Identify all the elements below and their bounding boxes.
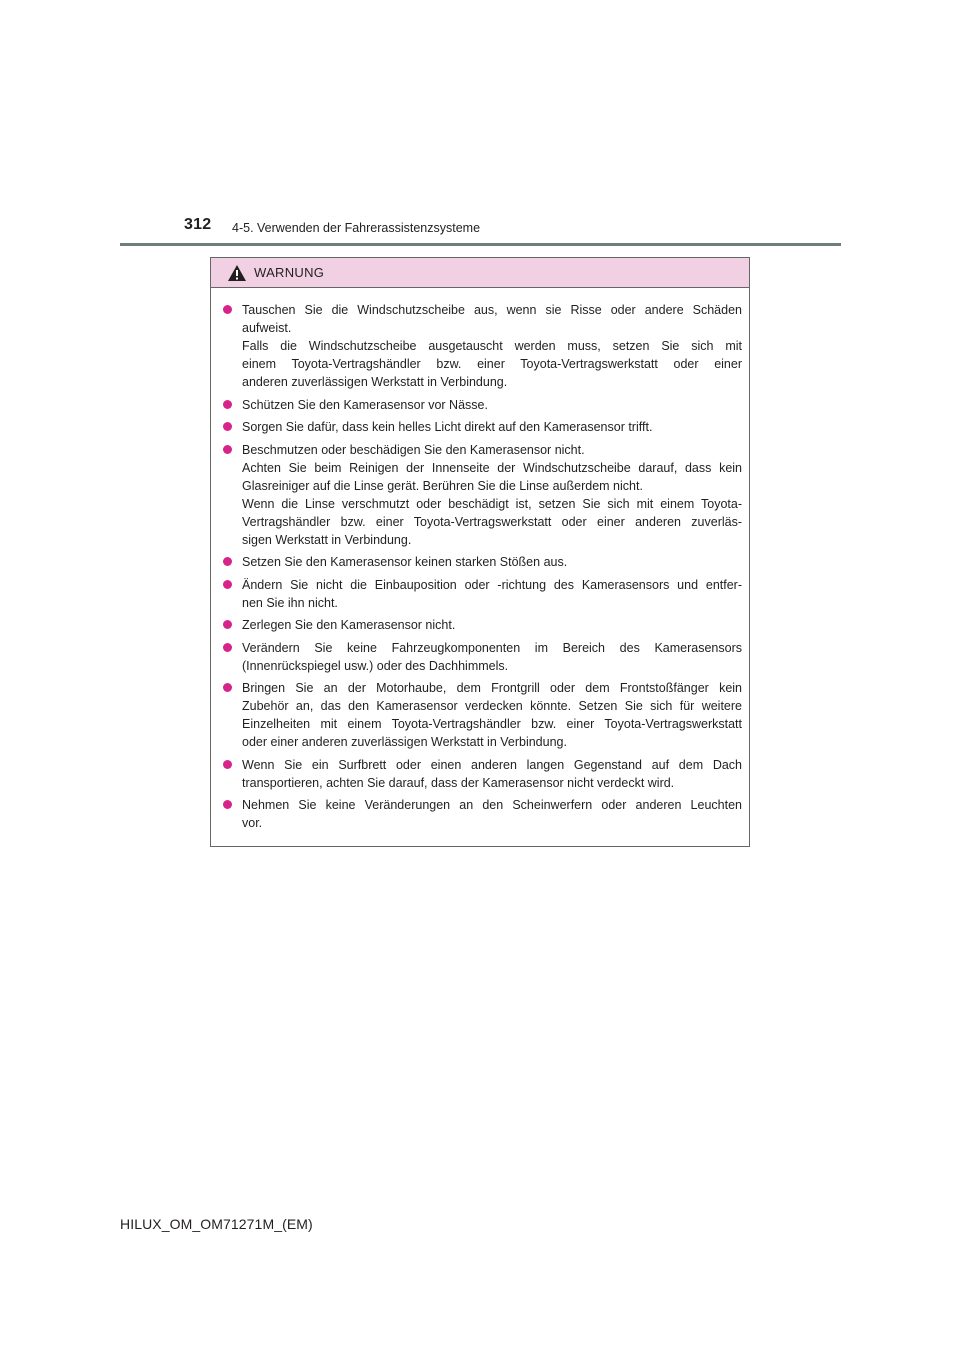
warning-line: Tauschen Sie die Windschutzscheibe aus, wenn sie Risse oder andere Schäden [242, 303, 742, 317]
warning-line: Beschmutzen oder beschädigen Sie den Kamerasensor nicht. [242, 442, 585, 457]
warning-item [223, 679, 742, 751]
section-title: 4-5. Verwenden der Fahrerassistenzsysteme [232, 221, 481, 235]
warning-header [211, 258, 749, 288]
bullet-icon [223, 305, 232, 314]
bullet-icon [223, 557, 232, 566]
warning-item-text [242, 441, 742, 549]
warning-line: Wenn die Linse verschmutzt oder beschädigt ist, setzen Sie sich mit einem Toyota- [242, 496, 742, 511]
warning-label: WARNUNG [254, 265, 325, 280]
warning-line: anderen zuverlässigen Werkstatt in Verbindung. [242, 375, 508, 389]
warning-line: Zubehör an, das den Kamerasensor verdecken könnte. Setzen Sie sich für weitere [242, 699, 742, 713]
warning-list [211, 288, 749, 846]
warning-line: Glasreiniger auf die Linse gerät. Berühren Sie die Linse außerdem nicht. [242, 478, 643, 493]
warning-item [223, 418, 742, 436]
bullet-icon [223, 422, 232, 431]
warning-item [223, 301, 742, 391]
warning-line: Setzen Sie den Kamerasensor keinen starken Stößen aus. [242, 555, 568, 569]
bullet-icon [223, 760, 232, 769]
bullet-icon [223, 643, 232, 652]
warning-line: (Innenrückspiegel usw.) oder des Dachhimmels. [242, 658, 509, 673]
bullet-icon [223, 400, 232, 409]
warning-line: sigen Werkstatt in Verbindung. [242, 532, 412, 547]
warning-item [223, 553, 742, 571]
warning-triangle-icon [227, 264, 247, 282]
warning-item-text [242, 576, 742, 612]
warning-line: Ändern Sie nicht die Einbauposition oder -richtung des Kamerasensors und entfer- [242, 577, 742, 592]
warning-line: transportieren, achten Sie darauf, dass der Kamerasensor nicht verdeckt wird. [242, 775, 675, 790]
warning-line: Verändern Sie keine Fahrzeugkomponenten im Bereich des Kamerasensors [242, 640, 742, 655]
warning-item [223, 756, 742, 792]
warning-line: Sorgen Sie dafür, dass kein helles Licht direkt auf den Kamerasensor trifft. [242, 420, 653, 434]
page-number: 312 [184, 216, 212, 233]
bullet-icon [223, 683, 232, 692]
warning-item [223, 441, 742, 549]
bullet-icon [223, 580, 232, 589]
warning-line: Nehmen Sie keine Veränderungen an den Scheinwerfern oder anderen Leuchten [242, 798, 742, 812]
warning-item-text [242, 756, 742, 792]
warning-line: Achten Sie beim Reinigen der Innenseite der Windschutzscheibe darauf, dass kein [242, 460, 742, 475]
warning-line: oder einer anderen zuverlässigen Werkstatt in Verbindung. [242, 735, 567, 749]
bullet-icon [223, 620, 232, 629]
document-code: HILUX_OM_OM71271M_(EM) [120, 1216, 313, 1232]
warning-item [223, 396, 742, 414]
warning-item-text [242, 679, 742, 751]
warning-item-text [242, 418, 742, 436]
warning-line: einem Toyota-Vertragshändler bzw. einer Toyota-Vertragswerkstatt oder einer [242, 357, 742, 371]
warning-line: Einzelheiten mit einem Toyota-Vertragshändler bzw. einer Toyota-Vertragswerkstatt [242, 717, 742, 731]
warning-item [223, 576, 742, 612]
warning-item [223, 616, 742, 634]
warning-line: Bringen Sie an der Motorhaube, dem Frontgrill oder dem Frontstoßfänger kein [242, 681, 742, 695]
warning-line: aufweist. [242, 321, 292, 335]
warning-line: vor. [242, 816, 263, 830]
warning-item-text [242, 301, 742, 391]
warning-line: Schützen Sie den Kamerasensor vor Nässe. [242, 397, 488, 412]
warning-box [210, 257, 750, 847]
warning-line: Vertragshändler bzw. einer Toyota-Vertragswerkstatt oder einer anderen zuverläs- [242, 514, 742, 529]
warning-line: Falls die Windschutzscheibe ausgetauscht werden muss, setzen Sie sich mit [242, 339, 742, 353]
warning-item-text [242, 639, 742, 675]
warning-item-text [242, 616, 742, 634]
bullet-icon [223, 800, 232, 809]
warning-line: Wenn Sie ein Surfbrett oder einen anderen langen Gegenstand auf dem Dach [242, 757, 742, 772]
warning-line: nen Sie ihn nicht. [242, 595, 338, 610]
warning-item [223, 796, 742, 832]
bullet-icon [223, 445, 232, 454]
header-rule [120, 243, 841, 246]
warning-item-text [242, 796, 742, 832]
warning-item-text [242, 553, 742, 571]
warning-item-text [242, 396, 742, 414]
warning-line: Zerlegen Sie den Kamerasensor nicht. [242, 618, 456, 632]
warning-item [223, 639, 742, 675]
